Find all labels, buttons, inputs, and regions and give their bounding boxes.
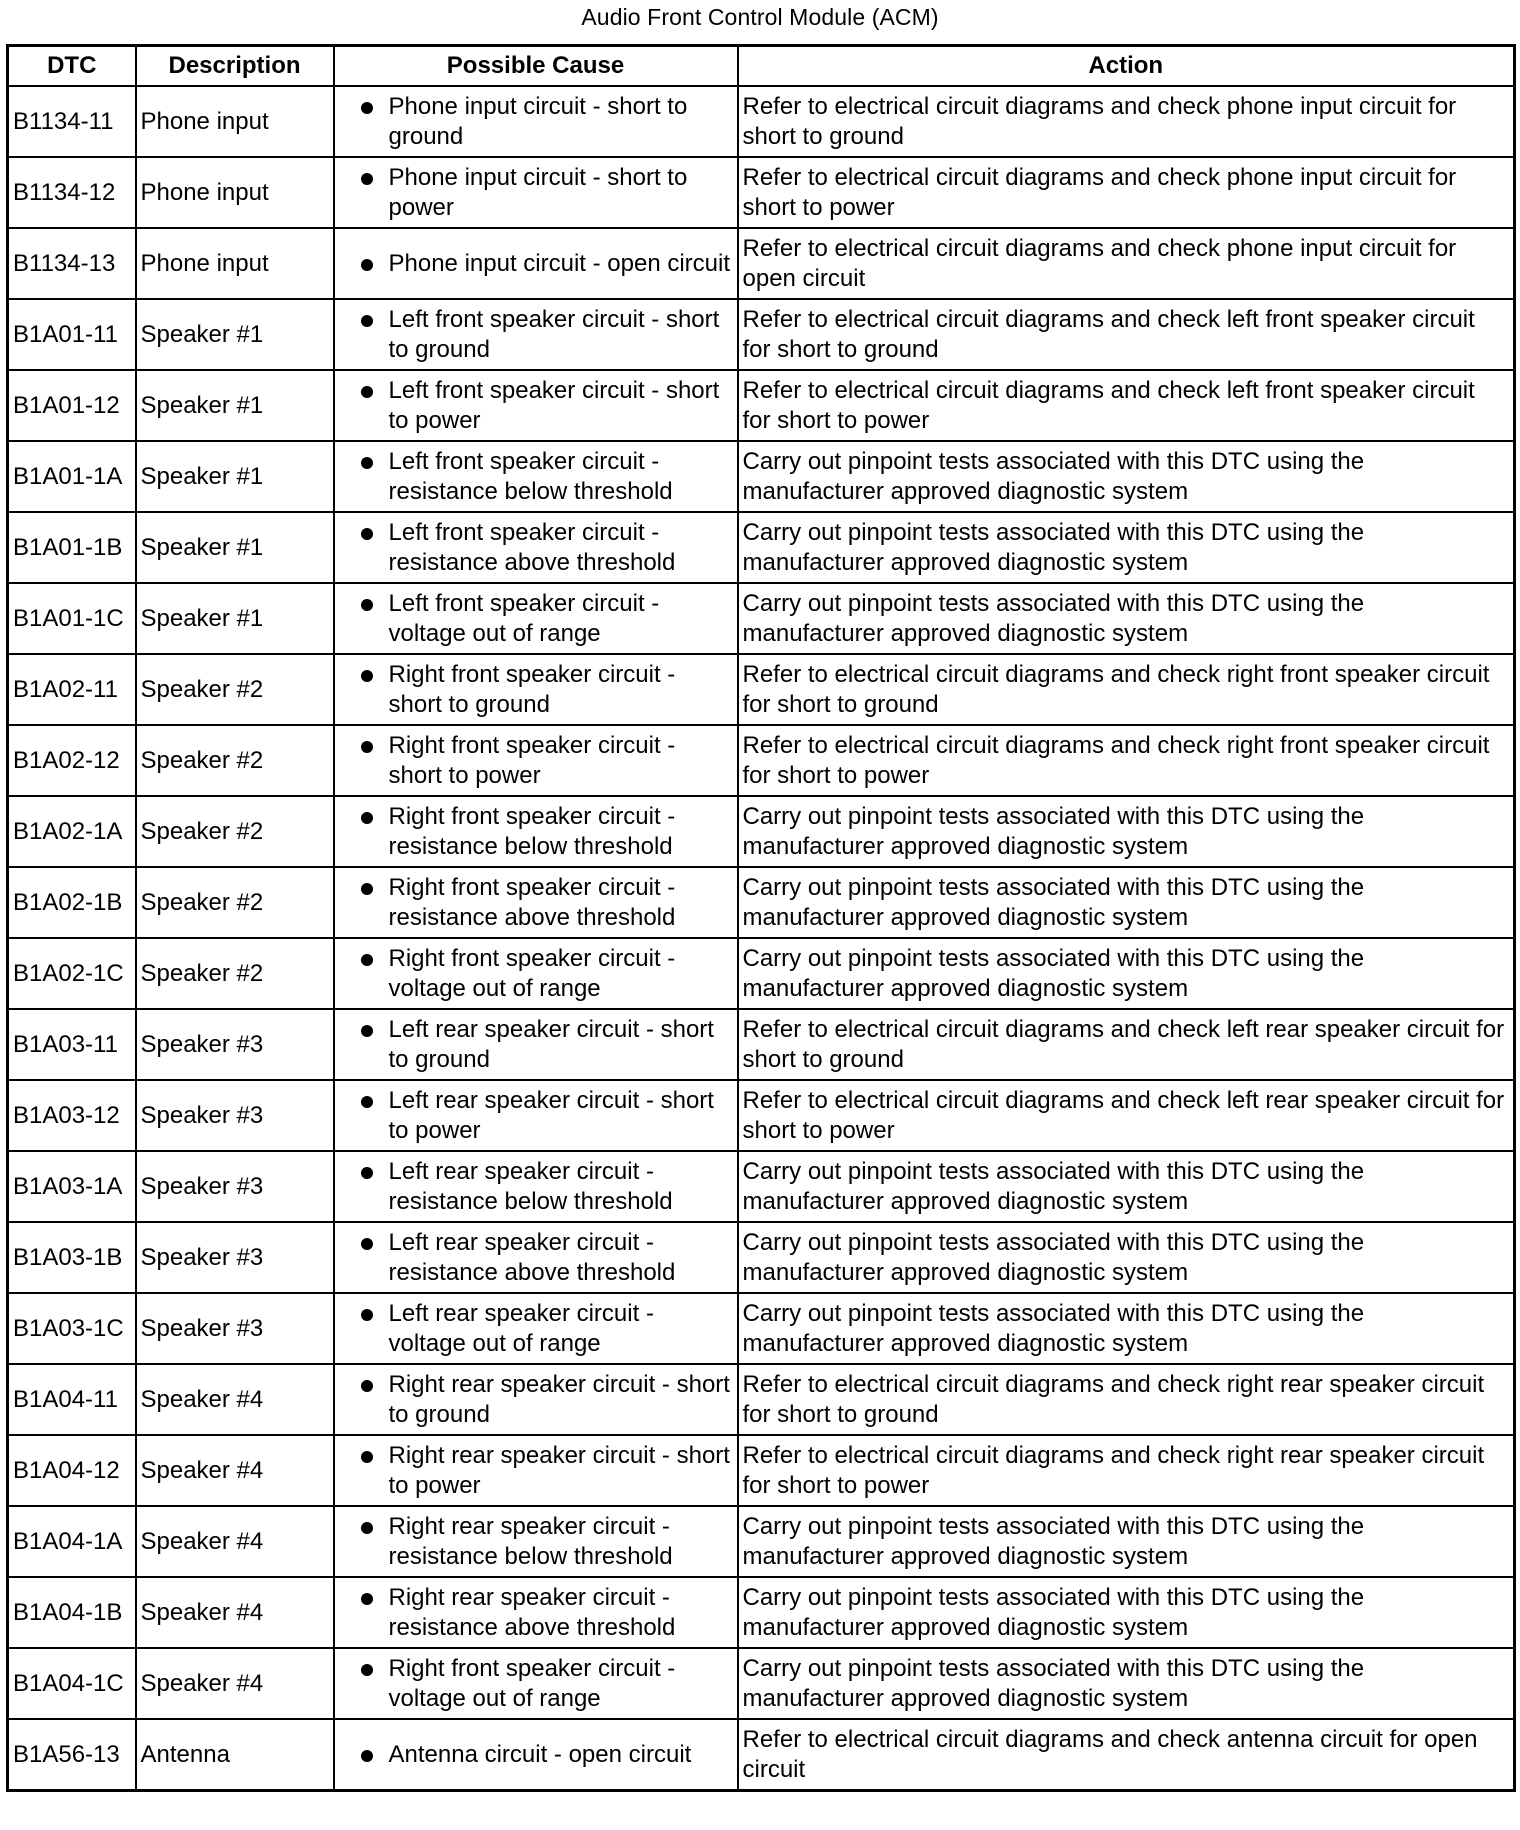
possible-cause-item [339,305,733,365]
table-row [8,1222,1515,1293]
action-text: Carry out pinpoint tests associated with this DTC using the manufacturer approved diagnostic system [738,1506,1515,1577]
dtc-code: B1134-11 [8,86,136,157]
dtc-code: B1A03-1A [8,1151,136,1222]
table-row [8,370,1515,441]
bullet-icon [361,954,373,966]
dtc-code: B1A04-1A [8,1506,136,1577]
header-row [8,46,1515,87]
bullet-icon [361,1380,373,1392]
bullet-icon [361,812,373,824]
action-text: Refer to electrical circuit diagrams and check right rear speaker circuit for short to power [738,1435,1515,1506]
dtc-description: Speaker #2 [136,938,334,1009]
dtc-code: B1A03-1C [8,1293,136,1364]
possible-cause-item [339,1583,733,1643]
table-row [8,938,1515,1009]
action-text: Carry out pinpoint tests associated with this DTC using the manufacturer approved diagnostic system [738,512,1515,583]
possible-cause-item [339,660,733,720]
dtc-description: Phone input [136,86,334,157]
action-text: Refer to electrical circuit diagrams and check left rear speaker circuit for short to power [738,1080,1515,1151]
bullet-icon [361,173,373,185]
possible-cause-text: Right rear speaker circuit - resistance below threshold [388,1512,673,1570]
bullet-icon [361,670,373,682]
table-row [8,1151,1515,1222]
possible-cause-item [339,376,733,436]
action-text: Carry out pinpoint tests associated with this DTC using the manufacturer approved diagnostic system [738,1648,1515,1719]
dtc-description: Speaker #3 [136,1151,334,1222]
action-text: Carry out pinpoint tests associated with this DTC using the manufacturer approved diagnostic system [738,796,1515,867]
dtc-description: Speaker #3 [136,1080,334,1151]
dtc-code: B1A03-11 [8,1009,136,1080]
action-text: Carry out pinpoint tests associated with this DTC using the manufacturer approved diagnostic system [738,1151,1515,1222]
possible-cause-text: Antenna circuit - open circuit [388,1740,692,1768]
possible-cause-cell [334,1648,738,1719]
dtc-code: B1134-13 [8,228,136,299]
bullet-icon [361,386,373,398]
table-row [8,512,1515,583]
possible-cause-item [339,589,733,649]
possible-cause-cell [334,1506,738,1577]
dtc-code: B1A02-1B [8,867,136,938]
bullet-icon [361,259,373,271]
table-row [8,441,1515,512]
bullet-icon [361,1593,373,1605]
table-row [8,86,1515,157]
possible-cause-item [339,1086,733,1146]
dtc-description: Speaker #2 [136,725,334,796]
possible-cause-cell [334,1719,738,1791]
possible-cause-text: Left rear speaker circuit - short to ground [388,1015,714,1073]
bullet-icon [361,457,373,469]
possible-cause-item [339,731,733,791]
dtc-code: B1A01-1C [8,583,136,654]
dtc-description: Speaker #3 [136,1009,334,1080]
possible-cause-text: Right front speaker circuit - voltage out of range [388,944,676,1002]
table-row [8,1719,1515,1791]
dtc-description: Antenna [136,1719,334,1791]
dtc-description: Speaker #4 [136,1577,334,1648]
possible-cause-text: Left front speaker circuit - voltage out of range [388,589,660,647]
bullet-icon [361,1451,373,1463]
table-row [8,867,1515,938]
possible-cause-text: Right front speaker circuit - voltage out of range [388,1654,676,1712]
bullet-icon [361,1664,373,1676]
bullet-icon [361,528,373,540]
dtc-code: B1A01-1B [8,512,136,583]
header-dtc: DTC [8,46,136,87]
table-row [8,228,1515,299]
action-text: Refer to electrical circuit diagrams and check antenna circuit for open circuit [738,1719,1515,1791]
bullet-icon [361,599,373,611]
dtc-code: B1A03-12 [8,1080,136,1151]
possible-cause-item [339,1228,733,1288]
bullet-icon [361,1025,373,1037]
dtc-description: Speaker #3 [136,1293,334,1364]
dtc-code: B1A04-1C [8,1648,136,1719]
possible-cause-text: Right rear speaker circuit - short to ground [388,1370,730,1428]
possible-cause-text: Left front speaker circuit - resistance above threshold [388,518,676,576]
possible-cause-item [339,1157,733,1217]
possible-cause-item [339,447,733,507]
dtc-description: Speaker #1 [136,299,334,370]
action-text: Carry out pinpoint tests associated with this DTC using the manufacturer approved diagnostic system [738,1222,1515,1293]
action-text: Refer to electrical circuit diagrams and check right rear speaker circuit for short to ground [738,1364,1515,1435]
dtc-description: Speaker #1 [136,370,334,441]
table-body [8,86,1515,1791]
table-header [8,46,1515,87]
dtc-description: Speaker #2 [136,654,334,725]
possible-cause-text: Right rear speaker circuit - short to power [388,1441,730,1499]
possible-cause-cell [334,1009,738,1080]
possible-cause-item [339,802,733,862]
possible-cause-text: Left rear speaker circuit - short to power [388,1086,714,1144]
dtc-description: Speaker #1 [136,441,334,512]
possible-cause-cell [334,1151,738,1222]
possible-cause-text: Phone input circuit - open circuit [388,249,731,277]
possible-cause-cell [334,228,738,299]
bullet-icon [361,1309,373,1321]
possible-cause-item [339,249,733,279]
possible-cause-cell [334,938,738,1009]
table-row [8,1009,1515,1080]
possible-cause-cell [334,86,738,157]
possible-cause-item [339,1740,733,1770]
possible-cause-item [339,1299,733,1359]
possible-cause-item [339,518,733,578]
action-text: Carry out pinpoint tests associated with this DTC using the manufacturer approved diagnostic system [738,1293,1515,1364]
bullet-icon [361,1096,373,1108]
dtc-description: Speaker #4 [136,1435,334,1506]
dtc-code: B1A04-1B [8,1577,136,1648]
table-row [8,1364,1515,1435]
dtc-table [6,44,1516,1792]
table-row [8,1648,1515,1719]
possible-cause-cell [334,796,738,867]
table-row [8,1080,1515,1151]
dtc-description: Speaker #2 [136,867,334,938]
dtc-code: B1A02-1A [8,796,136,867]
dtc-code: B1A01-1A [8,441,136,512]
table-row [8,654,1515,725]
possible-cause-text: Right front speaker circuit - resistance below threshold [388,802,676,860]
dtc-description: Speaker #4 [136,1648,334,1719]
possible-cause-cell [334,1435,738,1506]
table-row [8,1435,1515,1506]
dtc-code: B1A02-12 [8,725,136,796]
possible-cause-cell [334,725,738,796]
possible-cause-cell [334,299,738,370]
possible-cause-item [339,1512,733,1572]
dtc-code: B1A01-11 [8,299,136,370]
possible-cause-text: Right front speaker circuit - short to ground [388,660,676,718]
dtc-code: B1A02-1C [8,938,136,1009]
dtc-description: Speaker #1 [136,512,334,583]
dtc-description: Phone input [136,228,334,299]
possible-cause-text: Phone input circuit - short to ground [388,92,688,150]
dtc-code: B1A02-11 [8,654,136,725]
possible-cause-text: Right rear speaker circuit - resistance above threshold [388,1583,676,1641]
dtc-code: B1A03-1B [8,1222,136,1293]
possible-cause-text: Left front speaker circuit - resistance below threshold [388,447,673,505]
action-text: Refer to electrical circuit diagrams and check phone input circuit for short to ground [738,86,1515,157]
possible-cause-text: Left front speaker circuit - short to ground [388,305,720,363]
table-row [8,1293,1515,1364]
possible-cause-cell [334,512,738,583]
possible-cause-cell [334,1080,738,1151]
bullet-icon [361,1750,373,1762]
possible-cause-cell [334,370,738,441]
possible-cause-cell [334,867,738,938]
possible-cause-item [339,944,733,1004]
possible-cause-cell [334,1364,738,1435]
bullet-icon [361,741,373,753]
action-text: Refer to electrical circuit diagrams and check right front speaker circuit for short to ground [738,654,1515,725]
header-description: Description [136,46,334,87]
header-action: Action [738,46,1515,87]
possible-cause-text: Left rear speaker circuit - voltage out of range [388,1299,654,1357]
dtc-description: Phone input [136,157,334,228]
action-text: Refer to electrical circuit diagrams and check left front speaker circuit for short to power [738,370,1515,441]
possible-cause-text: Phone input circuit - short to power [388,163,688,221]
dtc-description: Speaker #4 [136,1364,334,1435]
possible-cause-text: Right front speaker circuit - short to power [388,731,676,789]
possible-cause-cell [334,583,738,654]
action-text: Carry out pinpoint tests associated with this DTC using the manufacturer approved diagnostic system [738,938,1515,1009]
table-row [8,725,1515,796]
action-text: Refer to electrical circuit diagrams and check left front speaker circuit for short to ground [738,299,1515,370]
dtc-description: Speaker #1 [136,583,334,654]
possible-cause-item [339,1654,733,1714]
bullet-icon [361,1522,373,1534]
dtc-code: B1A56-13 [8,1719,136,1791]
action-text: Carry out pinpoint tests associated with this DTC using the manufacturer approved diagnostic system [738,583,1515,654]
action-text: Carry out pinpoint tests associated with this DTC using the manufacturer approved diagnostic system [738,1577,1515,1648]
possible-cause-text: Left front speaker circuit - short to power [388,376,720,434]
possible-cause-item [339,1015,733,1075]
bullet-icon [361,883,373,895]
dtc-description: Speaker #4 [136,1506,334,1577]
possible-cause-cell [334,441,738,512]
possible-cause-cell [334,1293,738,1364]
dtc-code: B1134-12 [8,157,136,228]
possible-cause-item [339,92,733,152]
possible-cause-text: Left rear speaker circuit - resistance below threshold [388,1157,673,1215]
action-text: Carry out pinpoint tests associated with this DTC using the manufacturer approved diagnostic system [738,441,1515,512]
possible-cause-cell [334,1222,738,1293]
dtc-code: B1A04-11 [8,1364,136,1435]
document-title: Audio Front Control Module (ACM) [581,4,939,30]
possible-cause-cell [334,157,738,228]
action-text: Refer to electrical circuit diagrams and check right front speaker circuit for short to power [738,725,1515,796]
possible-cause-text: Right front speaker circuit - resistance above threshold [388,873,676,931]
table-row [8,1506,1515,1577]
possible-cause-item [339,873,733,933]
table-row [8,583,1515,654]
action-text: Carry out pinpoint tests associated with this DTC using the manufacturer approved diagnostic system [738,867,1515,938]
bullet-icon [361,102,373,114]
dtc-code: B1A01-12 [8,370,136,441]
possible-cause-cell [334,1577,738,1648]
dtc-description: Speaker #3 [136,1222,334,1293]
table-row [8,796,1515,867]
possible-cause-text: Left rear speaker circuit - resistance above threshold [388,1228,676,1286]
possible-cause-item [339,163,733,223]
action-text: Refer to electrical circuit diagrams and check left rear speaker circuit for short to ground [738,1009,1515,1080]
bullet-icon [361,1167,373,1179]
table-row [8,157,1515,228]
table-row [8,1577,1515,1648]
table-row [8,299,1515,370]
action-text: Refer to electrical circuit diagrams and check phone input circuit for short to power [738,157,1515,228]
possible-cause-cell [334,654,738,725]
header-possible-cause: Possible Cause [334,46,738,87]
dtc-description: Speaker #2 [136,796,334,867]
bullet-icon [361,1238,373,1250]
bullet-icon [361,315,373,327]
possible-cause-item [339,1370,733,1430]
possible-cause-item [339,1441,733,1501]
action-text: Refer to electrical circuit diagrams and check phone input circuit for open circuit [738,228,1515,299]
dtc-code: B1A04-12 [8,1435,136,1506]
